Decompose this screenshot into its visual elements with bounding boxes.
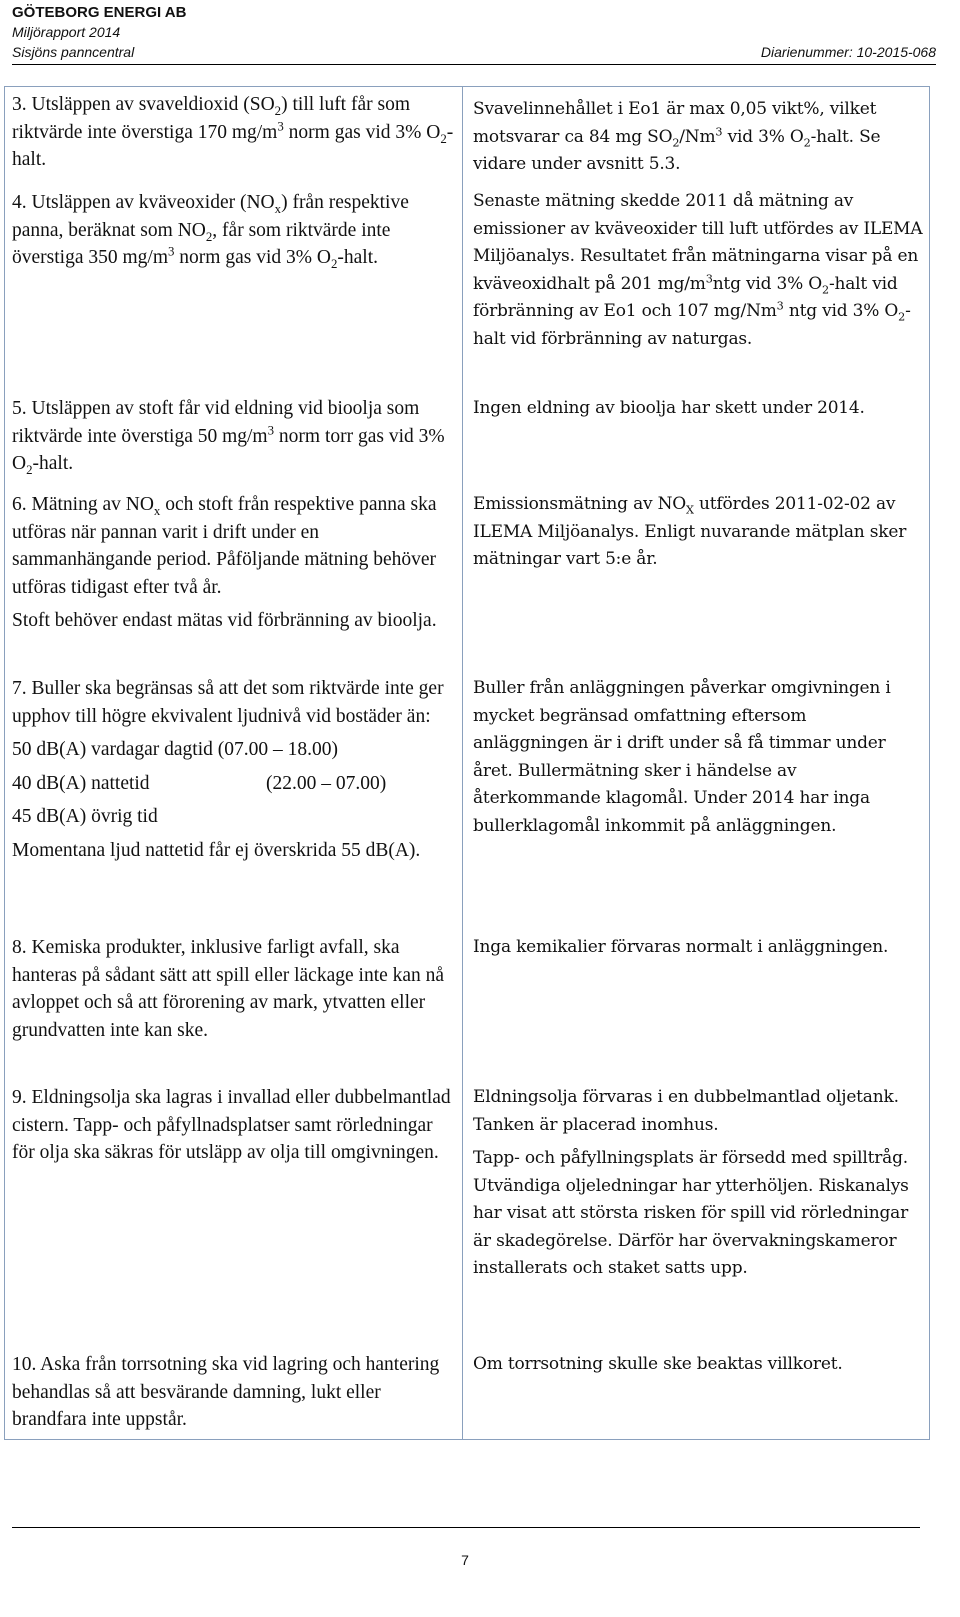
- response-8: Inga kemikalier förvaras normalt i anläggningen.: [473, 937, 889, 957]
- column-divider: [462, 87, 463, 1439]
- report-title: Miljörapport 2014: [12, 24, 121, 40]
- condition-6-text: 6. Mätning av $NO_x$ och stoft från respektive panna ska utföras när pannan varit i drift under en sammanhängande period. Påföljande mätning behöver utföras tidigast efter två år.: [12, 494, 437, 598]
- condition-7: [12, 675, 460, 864]
- header-divider: [12, 64, 936, 65]
- response-7: Buller från anläggningen påverkar omgivningen i mycket begränsad omfattning eftersom anläggningen är i drift under så få timmar under året. Bullermätning sker i händelse av återkommande klagomål. Under 2014 har inga bullerklagomål inkommit på anläggningen.: [473, 678, 891, 836]
- condition-8: 8. Kemiska produkter, inklusive farligt avfall, ska hanteras på sådant sätt att spill eller läckage inte kan nå avloppet och så att förorening av mark, ytvatten eller grundvatten inte kan ske.: [12, 937, 445, 1041]
- response-9-safety: Tapp- och påfyllningsplats är försedd med spilltråg. Utvändiga oljeledningar har ytterhöljen. Riskanalys har visat att största risken för spill vid rörledningar är skadegörelse. Därför har övervakningskameror installerats och staket satts upp.: [473, 1148, 909, 1278]
- condition-10: 10. Aska från torrsotning ska vid lagring och hantering behandlas så att besvärande damning, lukt eller brandfara inte uppstår.: [12, 1354, 440, 1430]
- condition-4: 4. Utsläppen av kväveoxider $(NO_x)$ från respektive panna, beräknat som $NO_2$, får som riktvärde inte överstiga 350 $mg/m^3$ norm gas vid 3% $O_2$-halt.: [12, 192, 409, 271]
- diarienummer: Diarienummer: 10-2015-068: [760, 44, 936, 60]
- condition-5: 5. Utsläppen av stoft får vid eldning vid bioolja som riktvärde inte överstiga 50 $mg/m^3$ norm torr gas vid 3% $O_2$-halt.: [12, 398, 445, 477]
- response-9: [473, 1084, 925, 1283]
- condition-6: [12, 491, 460, 635]
- condition-7-momentary: Momentana ljud nattetid får ej överskrida 55 dB(A).: [12, 839, 421, 861]
- condition-7-night: 40 dB(A) nattetid (22.00 – 07.00): [12, 772, 387, 794]
- company-name: GÖTEBORG ENERGI AB: [12, 4, 187, 21]
- page-header: [12, 4, 936, 62]
- response-6: Emissionsmätning av $NO_X$ utfördes 2011-02-02 av ILEMA Miljöanalys. Enligt nuvarande mätplan sker mätningar vart 5:e år.: [473, 494, 907, 569]
- response-3: Svavelinnehållet i Eo1 är max 0,05 vikt%, vilket motsvarar ca 84 mg $SO_2/Nm^3$ vid 3% $O_2$-halt. Se vidare under avsnitt 5.3.: [473, 99, 881, 174]
- site-name: Sisjöns panncentral: [12, 44, 135, 60]
- condition-3: 3. Utsläppen av svaveldioxid $(SO_2)$ till luft får som riktvärde inte överstiga 170 $mg/m^3$ norm gas vid 3% $O_2$-halt.: [12, 94, 454, 170]
- condition-6-note: Stoft behöver endast mätas vid förbränning av bioolja.: [12, 610, 437, 631]
- response-4: Senaste mätning skedde 2011 då mätning av emissioner av kväveoxider till luft utfördes av ILEMA Miljöanalys. Resultatet från mätningarna visar på en kväveoxidhalt på 201 $mg/m^3ntg$ vid 3% $O_2$-halt vid förbränning av Eo1 och 107 mg/Nm$^3$ ntg vid 3% $O_2$-halt vid förbränning av naturgas.: [473, 191, 923, 349]
- footer-divider: [12, 1527, 920, 1528]
- page-number: 7: [461, 1552, 469, 1568]
- condition-7-other: 45 dB(A) övrig tid: [12, 806, 158, 827]
- response-9-tank: Eldningsolja förvaras i en dubbelmantlad oljetank. Tanken är placerad inomhus.: [473, 1087, 899, 1135]
- condition-7-text: 7. Buller ska begränsas så att det som riktvärde inte ger upphov till högre ekvivalent ljudnivå vid bostäder än:: [12, 678, 444, 727]
- condition-7-day: 50 dB(A) vardagar dagtid (07.00 – 18.00): [12, 739, 339, 760]
- condition-9: 9. Eldningsolja ska lagras i invallad eller dubbelmantlad cistern. Tapp- och påfyllnadsplatser samt rörledningar för olja ska säkras för utsläpp av olja till omgivningen.: [12, 1087, 451, 1163]
- response-10: Om torrsotning skulle ske beaktas villkoret.: [473, 1354, 843, 1374]
- response-5: Ingen eldning av bioolja har skett under 2014.: [473, 398, 865, 418]
